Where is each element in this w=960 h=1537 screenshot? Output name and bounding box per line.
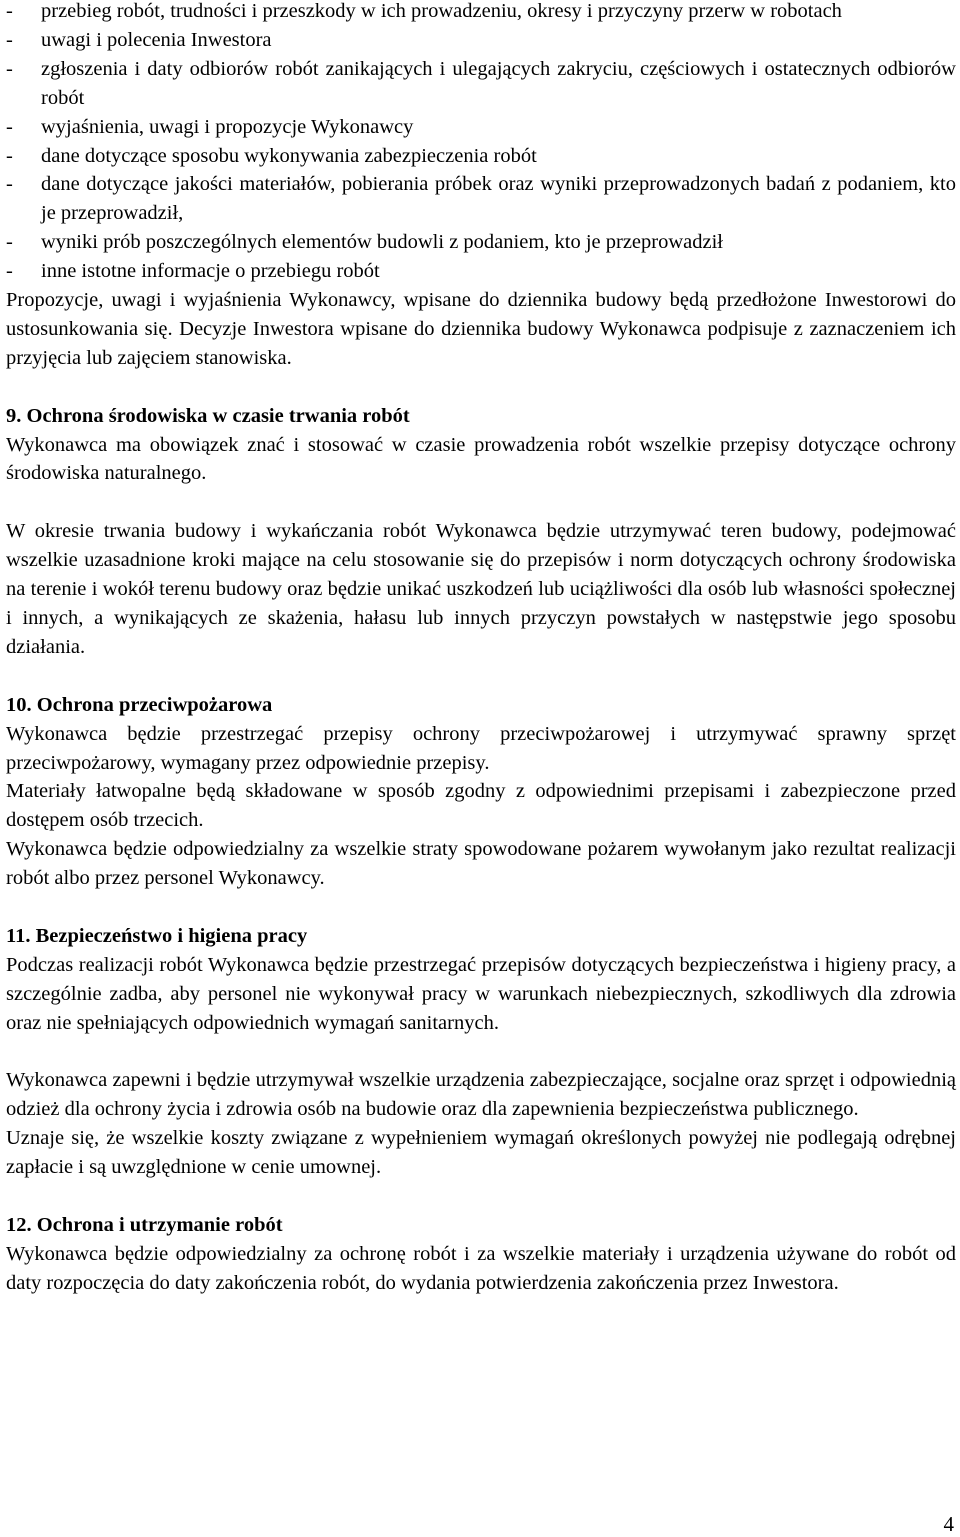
list-dash: - bbox=[6, 260, 13, 283]
section-paragraph: Wykonawca zapewni i będzie utrzymywał wszelkie urządzenia zabezpieczające, socjalne oraz sprzęt i odpowiednią odzież dla ochrony życia i zdrowia osób na budowie oraz dla zapewnienia bezpieczeństwa publicznego. bbox=[6, 1069, 956, 1121]
section-heading: 9. Ochrona środowiska w czasie trwania robót bbox=[6, 404, 410, 427]
list-item bbox=[6, 0, 956, 26]
list-dash: - bbox=[6, 0, 13, 22]
section-heading: 11. Bezpieczeństwo i higiena pracy bbox=[6, 924, 308, 947]
list-dash: - bbox=[6, 115, 13, 138]
section-10 bbox=[6, 691, 956, 893]
list-dash: - bbox=[6, 28, 13, 51]
section-9 bbox=[6, 402, 956, 662]
section-paragraph: Wykonawca będzie przestrzegać przepisy ochrony przeciwpożarowej i utrzymywać sprawny sprzęt przeciwpożarowy, wymagany przez odpowiednie przepisy. bbox=[6, 722, 956, 774]
list-item-text: inne istotne informacje o przebiegu robót bbox=[41, 260, 380, 283]
section-heading: 10. Ochrona przeciwpożarowa bbox=[6, 693, 273, 716]
section-paragraph: Wykonawca będzie odpowiedzialny za ochronę robót i za wszelkie materiały i urządzenia używane do robót od daty rozpoczęcia do daty zakończenia robót, do wydania potwierdzenia zakończenia przez Inwestora. bbox=[6, 1242, 956, 1294]
list-item-text: wyjaśnienia, uwagi i propozycje Wykonawcy bbox=[41, 115, 414, 138]
list-item bbox=[6, 55, 956, 113]
document-page bbox=[6, 0, 956, 1298]
list-item bbox=[6, 142, 956, 171]
list-dash: - bbox=[6, 57, 13, 80]
list-dash: - bbox=[6, 231, 13, 254]
list-item bbox=[6, 170, 956, 228]
list-item bbox=[6, 113, 956, 142]
section-paragraph: Materiały łatwopalne będą składowane w sposób zgodny z odpowiednimi przepisami i zabezpieczone przed dostępem osób trzecich. bbox=[6, 780, 956, 832]
journal-contents-list bbox=[6, 0, 956, 286]
section-heading: 12. Ochrona i utrzymanie robót bbox=[6, 1213, 283, 1236]
section-paragraph: Wykonawca będzie odpowiedzialny za wszelkie straty spowodowane pożarem wywołanym jako rezultat realizacji robót albo przez personel Wykonawcy. bbox=[6, 838, 956, 890]
spacer bbox=[6, 1038, 956, 1067]
section-paragraph: Wykonawca ma obowiązek znać i stosować w czasie prowadzenia robót wszelkie przepisy dotyczące ochrony środowiska naturalnego. bbox=[6, 433, 956, 485]
spacer bbox=[6, 893, 956, 922]
spacer bbox=[6, 662, 956, 691]
page-number: 4 bbox=[943, 1512, 954, 1536]
spacer bbox=[6, 373, 956, 402]
spacer bbox=[6, 488, 956, 517]
list-item bbox=[6, 257, 956, 286]
spacer bbox=[6, 1182, 956, 1211]
section-paragraph: Podczas realizacji robót Wykonawca będzie przestrzegać przepisów dotyczących bezpieczeństwa i higieny pracy, a szczególnie zadba, aby personel nie wykonywał pracy w warunkach niebezpiecznych, szkodliwych dla zdrowia oraz nie spełniających odpowiednich wymagań sanitarnych. bbox=[6, 953, 956, 1034]
list-dash: - bbox=[6, 144, 13, 167]
section-paragraph: Uznaje się, że wszelkie koszty związane z wypełnieniem wymagań określonych powyżej nie podlegają odrębnej zapłacie i są uwzględnione w cenie umownej. bbox=[6, 1127, 956, 1179]
list-item-text: przebieg robót, trudności i przeszkody w ich prowadzeniu, okresy i przyczyny przerw w robotach bbox=[41, 0, 842, 22]
list-item-text: dane dotyczące jakości materiałów, pobierania próbek oraz wyniki przeprowadzonych badań z podaniem, kto je przeprowadził, bbox=[41, 173, 956, 225]
list-dash: - bbox=[6, 173, 13, 196]
list-item bbox=[6, 228, 956, 257]
list-item-text: uwagi i polecenia Inwestora bbox=[41, 28, 272, 51]
list-item-text: zgłoszenia i daty odbiorów robót zanikających i ulegających zakryciu, częściowych i ostatecznych odbiorów robót bbox=[41, 57, 956, 109]
intro-paragraph: Propozycje, uwagi i wyjaśnienia Wykonawcy, wpisane do dziennika budowy będą przedłożone Inwestorowi do ustosunkowania się. Decyzje Inwestora wpisane do dziennika budowy Wykonawca podpisuje z zaznaczeniem ich przyjęcia lub zajęciem stanowiska. bbox=[6, 289, 956, 369]
section-12 bbox=[6, 1211, 956, 1298]
section-paragraph: W okresie trwania budowy i wykańczania robót Wykonawca będzie utrzymywać teren budowy, podejmować wszelkie uzasadnione kroki mające na celu stosowanie się do przepisów i norm dotyczących ochrony środowiska na terenie i wokół terenu budowy oraz będzie unikać uszkodzeń lub uciążliwości dla osób lub własności społecznej i innych, a wynikających ze skażenia, hałasu lub innych przyczyn powstałych w następstwie jego sposobu działania. bbox=[6, 520, 956, 658]
section-11 bbox=[6, 922, 956, 1182]
list-item-text: wyniki prób poszczególnych elementów budowli z podaniem, kto je przeprowadził bbox=[41, 231, 723, 254]
list-item-text: dane dotyczące sposobu wykonywania zabezpieczenia robót bbox=[41, 144, 537, 167]
list-item bbox=[6, 26, 956, 55]
